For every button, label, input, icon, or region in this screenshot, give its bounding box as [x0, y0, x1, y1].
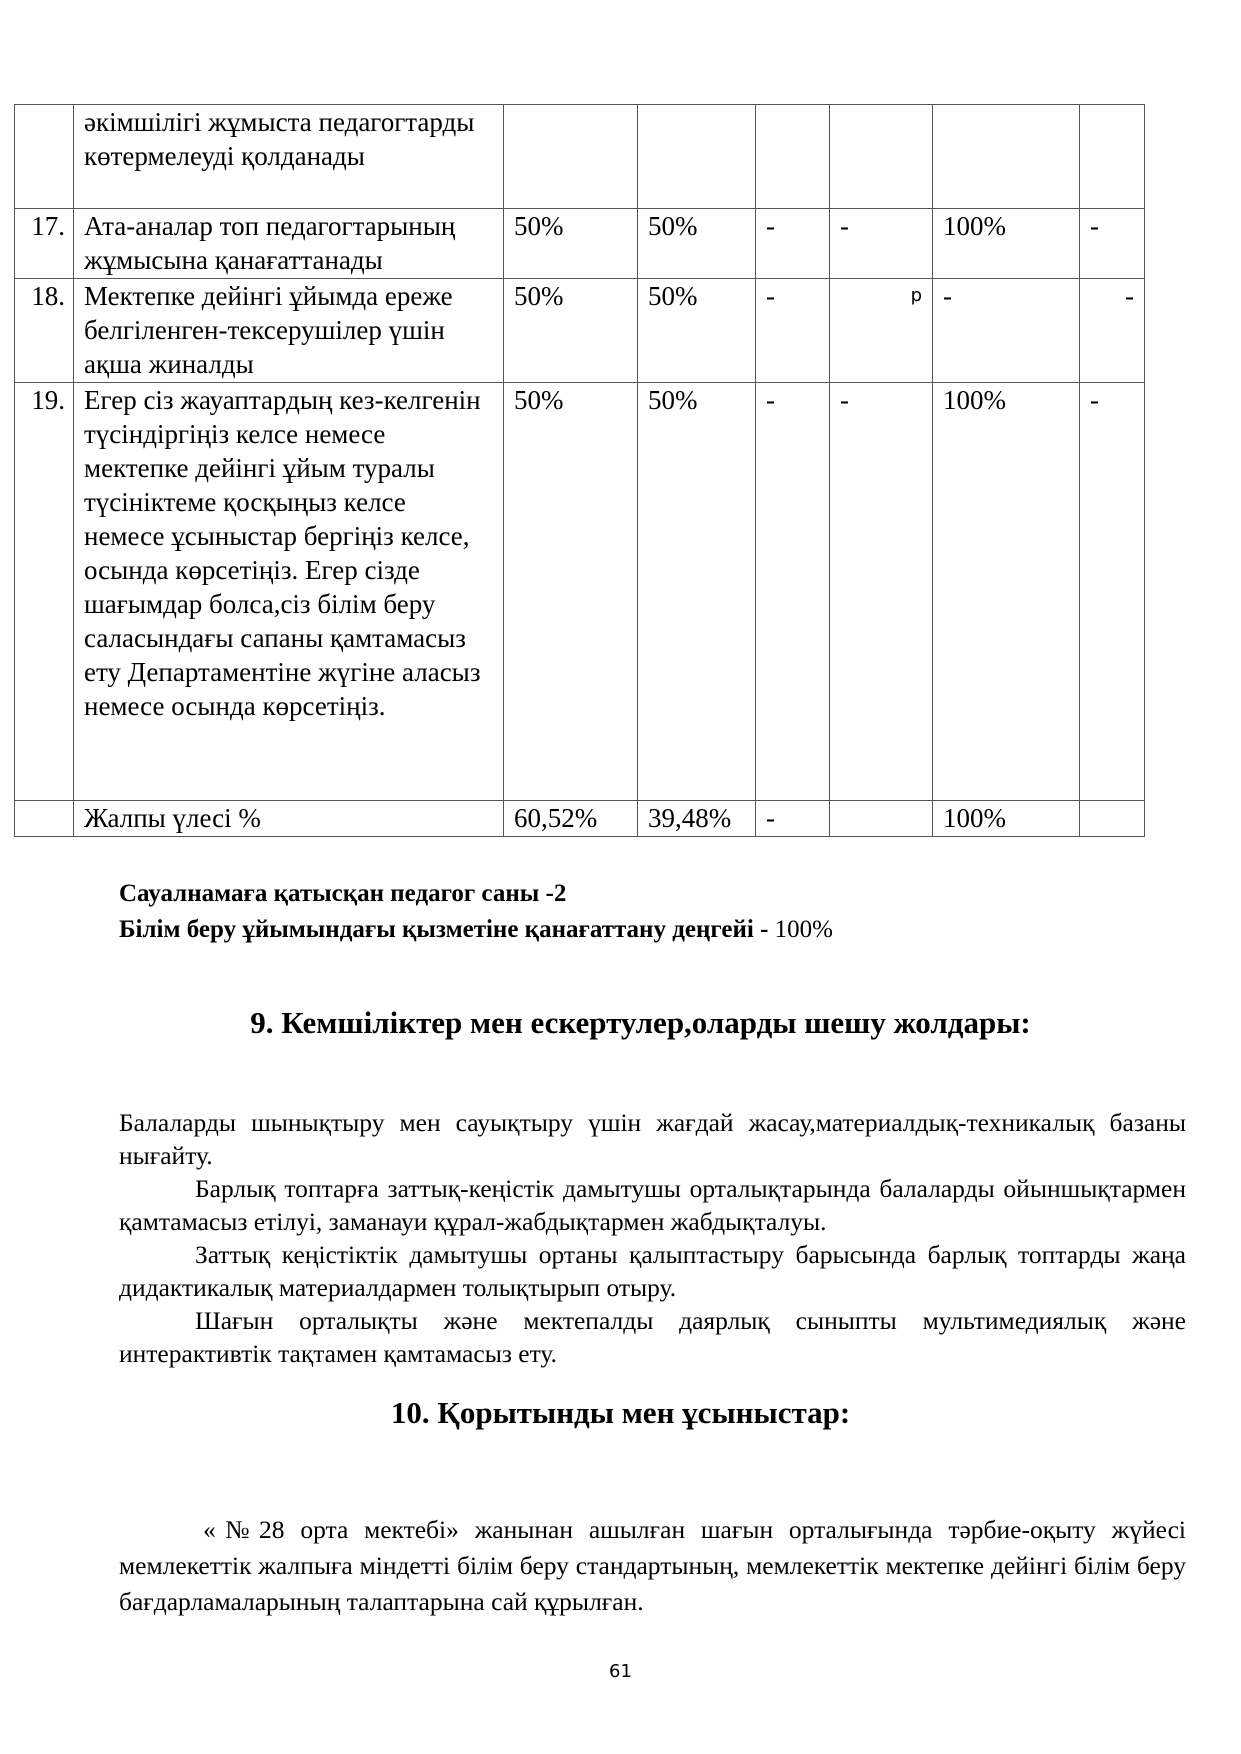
table-row — [15, 105, 1145, 209]
survey-summary — [119, 876, 833, 948]
cell-value: - — [830, 209, 933, 279]
cell-value: 100% — [933, 383, 1080, 801]
question-text: Жалпы үлесі % — [74, 801, 504, 837]
cell-value — [1080, 801, 1145, 837]
cell-value: - — [830, 383, 933, 801]
cell-value: 60,52% — [504, 801, 638, 837]
table-row-total — [15, 801, 1145, 837]
section-9-paragraph: Шағын орталықты және мектепалды даярлық сыныпты мультимедиялық және интерактивтік тақтамен қамтамасыз ету. — [119, 1306, 1186, 1368]
cell-value: 50% — [638, 279, 756, 383]
cell-value — [1080, 105, 1145, 209]
satisfaction-level — [119, 912, 833, 948]
cell-value: р — [830, 279, 933, 383]
section-9-heading: 9. Кемшіліктер мен ескертулер,оларды шешу жолдары: — [250, 1005, 1031, 1040]
cell-value: 50% — [638, 209, 756, 279]
question-text: Егер сіз жауаптардың кез-келгенін түсіндіргіңіз келсе немесе мектепке дейінгі ұйым туралы түсініктеме қосқыңыз келсе немесе ұсыныстар бергіңіз келсе, осында көрсетіңіз. Егер сізде шағымдар болса,сіз білім беру саласындағы сапаны қамтамасыз ету Департаментіне жүгіне аласыз немесе осында көрсетіңіз. — [74, 383, 504, 801]
question-text: Мектепке дейінгі ұйымда ереже белгіленген-тексерушілер үшін ақша жиналды — [74, 279, 504, 383]
section-9-paragraph: Барлық топтарға заттық-кеңістік дамытушы орталықтарында балаларды ойыншықтармен қамтамасыз етілуі, заманауи құрал-жабдықтармен жабдықталуы. — [119, 1174, 1186, 1236]
section-10-paragraph: «№28 орта мектебі» жанынан ашылған шағын орталығында тәрбие-оқыту жүйесі мемлекеттік жалпыға міндетті білім беру стандартының, мемлекеттік мектепке дейінгі білім беру бағдарламаларының талаптарына сай құрылған. — [119, 1515, 1186, 1616]
row-number — [15, 105, 74, 209]
cell-value: 50% — [504, 209, 638, 279]
cell-value: - — [756, 279, 830, 383]
cell-value — [933, 105, 1080, 209]
participant-count: Сауалнамаға қатысқан педагог саны -2 — [119, 880, 567, 907]
row-number: 17. — [15, 209, 74, 279]
cell-value: - — [756, 383, 830, 801]
cell-value: - — [1080, 279, 1145, 383]
cell-value — [504, 105, 638, 209]
row-number: 19. — [15, 383, 74, 801]
question-text: әкімшілігі жұмыста педагогтарды көтермелеуді қолданады — [74, 105, 504, 209]
cell-value: 50% — [504, 383, 638, 801]
cell-value: - — [1080, 383, 1145, 801]
section-10-heading: 10. Қорытынды мен ұсыныстар: — [390, 1395, 851, 1430]
table-row — [15, 209, 1145, 279]
cell-value: 50% — [504, 279, 638, 383]
survey-results-table — [14, 104, 1145, 837]
cell-value: - — [1080, 209, 1145, 279]
satisfaction-label: Білім беру ұйымындағы қызметіне қанағаттану деңгейі - — [119, 916, 775, 943]
cell-value — [638, 105, 756, 209]
cell-value: 39,48% — [638, 801, 756, 837]
section-9-paragraph: Балаларды шынықтыру мен сауықтыру үшін жағдай жасау,материалдық-техникалық базаны нығайту. — [119, 1108, 1186, 1170]
row-number: 18. — [15, 279, 74, 383]
satisfaction-value: 100% — [774, 916, 833, 943]
page-number: 61 — [609, 1661, 632, 1682]
cell-value — [756, 105, 830, 209]
cell-value: - — [756, 801, 830, 837]
question-text: Ата-аналар топ педагогтарының жұмысына қанағаттанады — [74, 209, 504, 279]
cell-value: - — [933, 279, 1080, 383]
cell-value — [830, 801, 933, 837]
cell-value: 100% — [933, 801, 1080, 837]
table-row — [15, 279, 1145, 383]
cell-value — [830, 105, 933, 209]
cell-value: - — [756, 209, 830, 279]
cell-value: 50% — [638, 383, 756, 801]
section-9-paragraph: Заттық кеңістіктік дамытушы ортаны қалыптастыру барысында барлық топтарды жаңа дидактикалық материалдармен толықтырып отыру. — [119, 1240, 1186, 1302]
table-row — [15, 383, 1145, 801]
row-number — [15, 801, 74, 837]
cell-value: 100% — [933, 209, 1080, 279]
